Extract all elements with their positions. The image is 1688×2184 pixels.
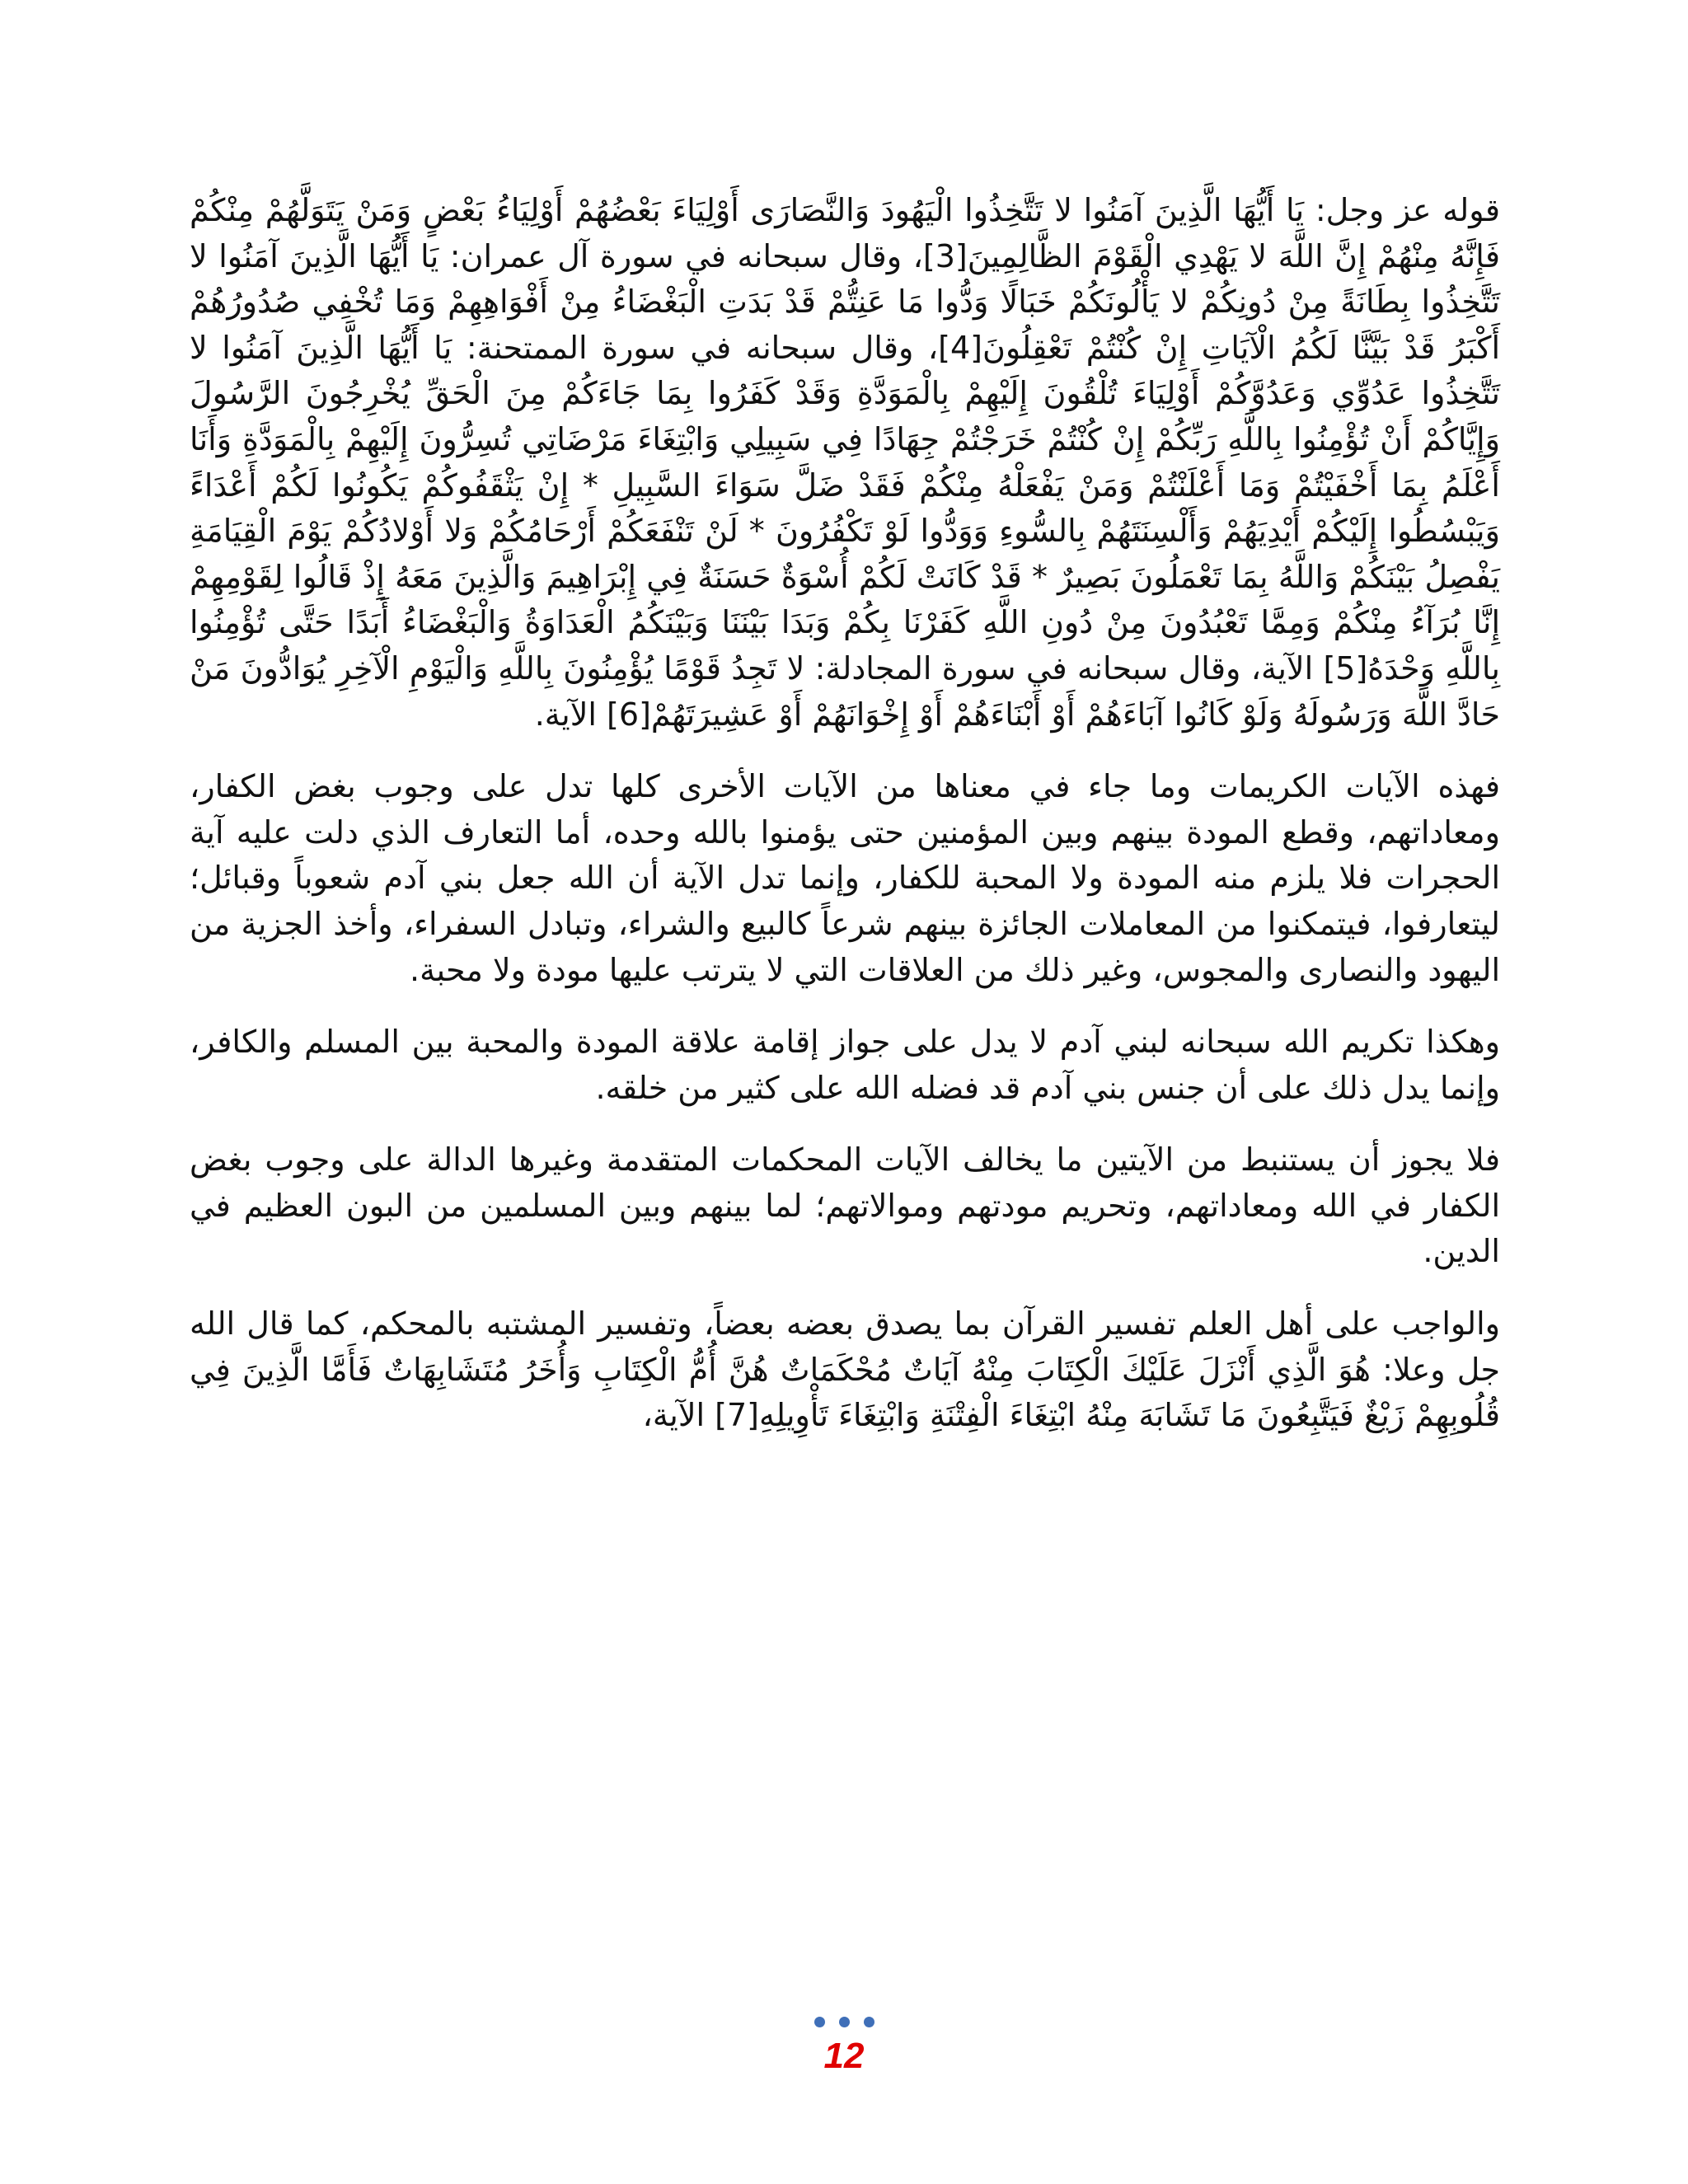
- page-number: 12: [823, 2036, 865, 2076]
- dot-icon: [839, 2017, 850, 2027]
- paragraph-scholars-duty: والواجب على أهل العلم تفسير القرآن بما يصدق بعضه بعضاً، وتفسير المشتبه بالمحكم، كما قال الله جل وعلا: هُوَ الَّذِي أَنْزَلَ عَلَيْكَ الْكِتَابَ مِنْهُ آيَاتٌ مُحْكَمَاتٌ هُنَّ أُمُّ الْكِتَابِ وَأُخَرُ مُتَشَابِهَاتٌ فَأَمَّا الَّذِينَ فِي قُلُوبِهِمْ زَيْغٌ فَيَتَّبِعُونَ مَا تَشَابَهَ مِنْهُ ابْتِغَاءَ الْفِتْنَةِ وَابْتِغَاءَ تَأْوِيلِهِ[7] الآية،: [190, 1305, 1500, 1434]
- dot-icon: [864, 2017, 874, 2027]
- paragraph-quran-verses: قوله عز وجل: يَا أَيُّهَا الَّذِينَ آمَنُوا لا تَتَّخِذُوا الْيَهُودَ وَالنَّصَارَى أَوْلِيَاءَ بَعْضُهُمْ أَوْلِيَاءُ بَعْضٍ وَمَنْ يَتَوَلَّهُمْ مِنْكُمْ فَإِنَّهُ مِنْهُمْ إِنَّ اللَّهَ لا يَهْدِي الْقَوْمَ الظَّالِمِينَ[3]، وقال سبحانه في سورة آل عمران: يَا أَيُّهَا الَّذِينَ آمَنُوا لا تَتَّخِذُوا بِطَانَةً مِنْ دُونِكُمْ لا يَأْلُونَكُمْ خَبَالًا وَدُّوا مَا عَنِتُّمْ قَدْ بَدَتِ الْبَغْضَاءُ مِنْ أَفْوَاهِهِمْ وَمَا تُخْفِي صُدُورُهُمْ أَكْبَرُ قَدْ بَيَّنَّا لَكُمُ الْآيَاتِ إِنْ كُنْتُمْ تَعْقِلُونَ[4]، وقال سبحانه في سورة الممتحنة: يَا أَيُّهَا الَّذِينَ آمَنُوا لا تَتَّخِذُوا عَدُوِّي وَعَدُوَّكُمْ أَوْلِيَاءَ تُلْقُونَ إِلَيْهِمْ بِالْمَوَدَّةِ وَقَدْ كَفَرُوا بِمَا جَاءَكُمْ مِنَ الْحَقِّ يُخْرِجُونَ الرَّسُولَ وَإِيَّاكُمْ أَنْ تُؤْمِنُوا بِاللَّهِ رَبِّكُمْ إِنْ كُنْتُمْ خَرَجْتُمْ جِهَادًا فِي سَبِيلِي وَابْتِغَاءَ مَرْضَاتِي تُسِرُّونَ إِلَيْهِمْ بِالْمَوَدَّةِ وَأَنَا أَعْلَمُ بِمَا أَخْفَيْتُمْ وَمَا أَعْلَنْتُمْ وَمَنْ يَفْعَلْهُ مِنْكُمْ فَقَدْ ضَلَّ سَوَاءَ السَّبِيلِ * إِنْ يَثْقَفُوكُمْ يَكُونُوا لَكُمْ أَعْدَاءً وَيَبْسُطُوا إِلَيْكُمْ أَيْدِيَهُمْ وَأَلْسِنَتَهُمْ بِالسُّوءِ وَوَدُّوا لَوْ تَكْفُرُونَ * لَنْ تَنْفَعَكُمْ أَرْحَامُكُمْ وَلا أَوْلادُكُمْ يَوْمَ الْقِيَامَةِ يَفْصِلُ بَيْنَكُمْ وَاللَّهُ بِمَا تَعْمَلُونَ بَصِيرٌ * قَدْ كَانَتْ لَكُمْ أُسْوَةٌ حَسَنَةٌ فِي إِبْرَاهِيمَ وَالَّذِينَ مَعَهُ إِذْ قَالُوا لِقَوْمِهِمْ إِنَّا بُرَآءُ مِنْكُمْ وَمِمَّا تَعْبُدُونَ مِنْ دُونِ اللَّهِ كَفَرْنَا بِكُمْ وَبَدَا بَيْنَنَا وَبَيْنَكُمُ الْعَدَاوَةُ وَالْبَغْضَاءُ أَبَدًا حَتَّى تُؤْمِنُوا بِاللَّهِ وَحْدَهُ[5] الآية، وقال سبحانه في سورة المجادلة: لا تَجِدُ قَوْمًا يُؤْمِنُونَ بِاللَّهِ وَالْيَوْمِ الْآخِرِ يُوَادُّونَ مَنْ حَادَّ اللَّهَ وَرَسُولَهُ وَلَوْ كَانُوا آبَاءَهُمْ أَوْ أَبْنَاءَهُمْ أَوْ إِخْوَانَهُمْ أَوْ عَشِيرَتَهُمْ[6] الآية.: [190, 192, 1501, 733]
- paragraph-honoring-adam: وهكذا تكريم الله سبحانه لبني آدم لا يدل على جواز إقامة علاقة المودة والمحبة بين المسلم والكافر، وإنما يدل ذلك على أن جنس بني آدم قد فضله الله على كثير من خلقه.: [190, 1024, 1500, 1106]
- dot-icon: [814, 2017, 825, 2027]
- paragraph-verses-meaning: فهذه الآيات الكريمات وما جاء في معناها من الآيات الأخرى كلها تدل على وجوب بغض الكفار، ومعاداتهم، وقطع المودة بينهم وبين المؤمنين حتى يؤمنوا بالله وحده، أما التعارف الذي دلت عليه آية الحجرات فلا يلزم منه المودة ولا المحبة للكفار، وإنما تدل الآية أن الله جعل بني آدم شعوباً وقبائل؛ ليتعارفوا، فيتمكنوا من المعاملات الجائزة بينهم شرعاً كالبيع والشراء، وتبادل السفراء، وأخذ الجزية من اليهود والنصارى والمجوس، وغير ذلك من العلاقات التي لا يترتب عليها مودة ولا محبة.: [190, 768, 1500, 988]
- paragraph-no-deduction: فلا يجوز أن يستنبط من الآيتين ما يخالف الآيات المحكمات المتقدمة وغيرها الدالة على وجوب بغض الكفار في الله ومعاداتهم، وتحريم مودتهم وموالاتهم؛ لما بينهم وبين المسلمين من البون العظيم في الدين.: [190, 1141, 1500, 1270]
- page-body-text: [190, 188, 1500, 1439]
- three-dots-ornament-icon: [793, 2014, 895, 2031]
